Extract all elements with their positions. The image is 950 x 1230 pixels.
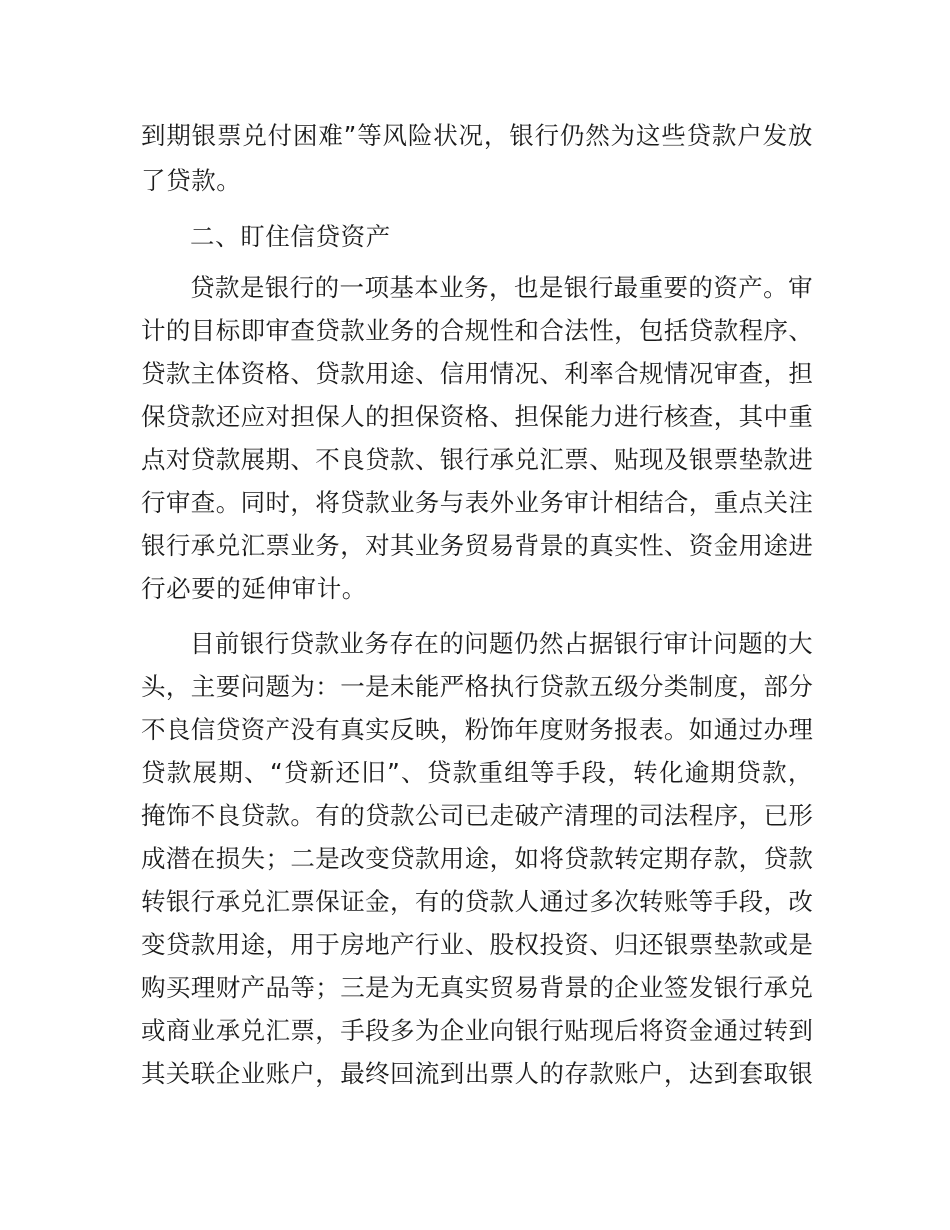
section-heading: 二、盯住信贷资产 bbox=[190, 222, 391, 251]
text-line: 计的目标即审查贷款业务的合规性和合法性，包括贷款程序、 bbox=[141, 316, 814, 345]
text-line: 不良信贷资产没有真实反映，粉饰年度财务报表。如通过办理 bbox=[141, 715, 814, 744]
text-line: 贷款是银行的一项基本业务，也是银行最重要的资产。审 bbox=[190, 273, 813, 302]
text-line: 点对贷款展期、不良贷款、银行承兑汇票、贴现及银票垫款进 bbox=[141, 445, 814, 474]
text-line: 目前银行贷款业务存在的问题仍然占据银行审计问题的大 bbox=[190, 629, 813, 658]
text-line: 变贷款用途，用于房地产行业、股权投资、归还银票垫款或是 bbox=[141, 930, 814, 959]
text-line: 其关联企业账户，最终回流到出票人的存款账户，达到套取银 bbox=[141, 1059, 814, 1088]
text-line: 行审查。同时，将贷款业务与表外业务审计相结合，重点关注 bbox=[141, 488, 814, 517]
text-line: 保贷款还应对担保人的担保资格、担保能力进行核查，其中重 bbox=[141, 402, 814, 431]
text-line: 到期银票兑付困难”等风险状况，银行仍然为这些贷款户发放 bbox=[141, 121, 813, 150]
text-line: 贷款展期、“贷新还旧”、贷款重组等手段，转化逾期贷款， bbox=[141, 758, 813, 787]
text-line: 银行承兑汇票业务，对其业务贸易背景的真实性、资金用途进 bbox=[141, 531, 814, 560]
text-line: 掩饰不良贷款。有的贷款公司已走破产清理的司法程序，已形 bbox=[141, 801, 814, 830]
text-line: 贷款主体资格、贷款用途、信用情况、利率合规情况审查，担 bbox=[141, 359, 814, 388]
text-line: 购买理财产品等；三是为无真实贸易背景的企业签发银行承兑 bbox=[141, 973, 814, 1002]
text-line: 了贷款。 bbox=[141, 166, 242, 195]
text-line: 头，主要问题为：一是未能严格执行贷款五级分类制度，部分 bbox=[141, 672, 814, 701]
text-line: 行必要的延伸审计。 bbox=[141, 574, 367, 603]
text-line: 或商业承兑汇票，手段多为企业向银行贴现后将资金通过转到 bbox=[141, 1016, 814, 1045]
text-line: 成潜在损失；二是改变贷款用途，如将贷款转定期存款，贷款 bbox=[141, 844, 814, 873]
text-line: 转银行承兑汇票保证金，有的贷款人通过多次转账等手段，改 bbox=[141, 887, 814, 916]
